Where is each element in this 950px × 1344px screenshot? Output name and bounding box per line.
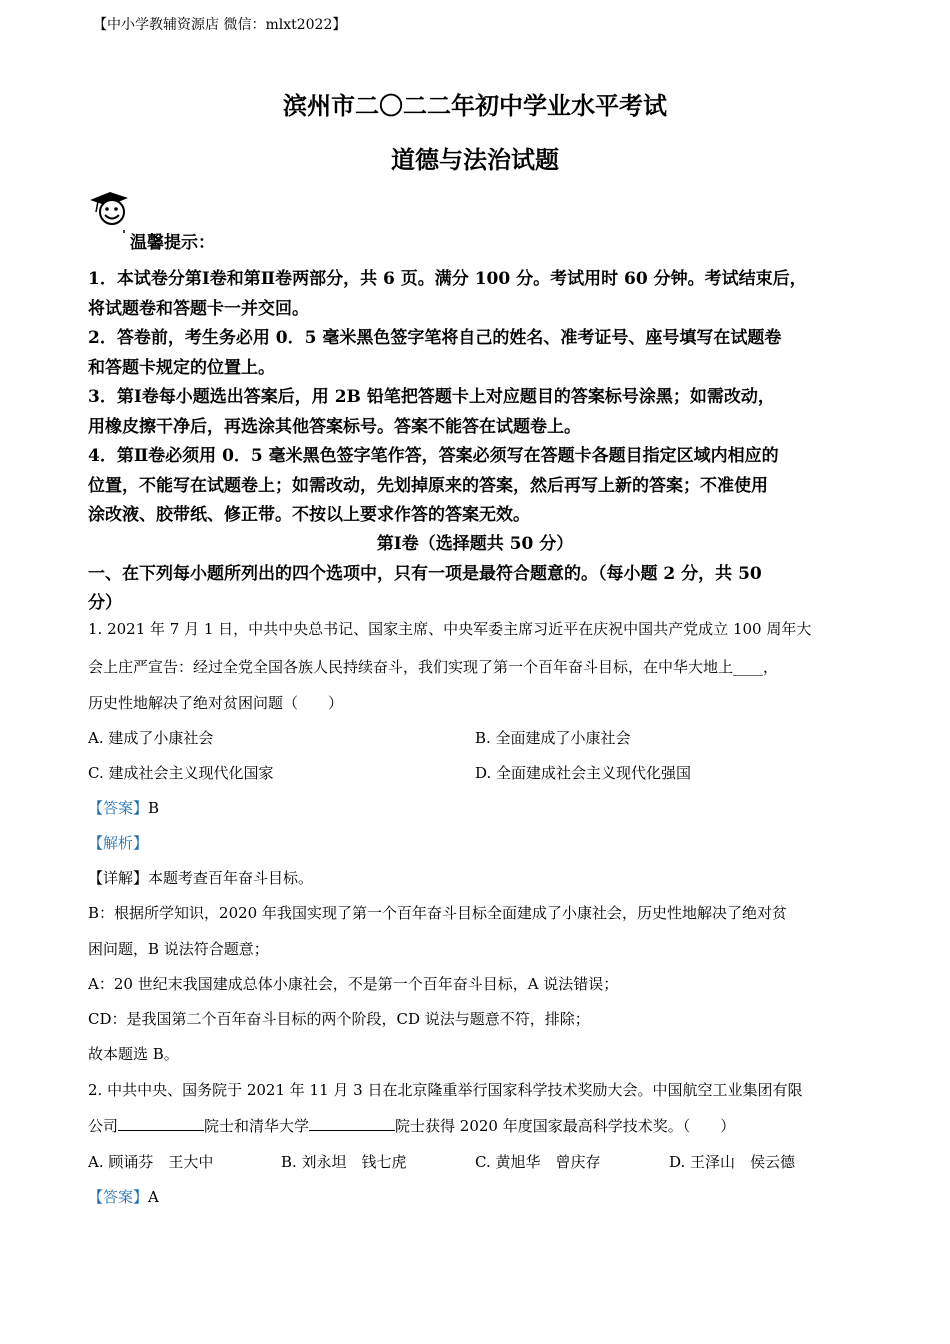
answer-label: 【答案】: [88, 799, 149, 817]
q1-option-b: B. 全面建成了小康社会: [475, 729, 631, 747]
q2-stem-part: 院士和清华大学: [204, 1117, 310, 1135]
smiley-graduate-icon: [88, 186, 136, 234]
tip-line: 4．第Ⅱ卷必须用 0．5 毫米黑色签字笔作答，答案必须写在答题卡各题目指定区域内相应的: [88, 446, 779, 466]
answer-label: 【答案】: [88, 1188, 149, 1206]
q1-stem: 历史性地解决了绝对贫困问题（ ）: [88, 694, 344, 712]
tip-line: 和答题卡规定的位置上。: [88, 358, 275, 378]
q2-stem-part: 院士获得 2020 年度国家最高科学技术奖。（ ）: [395, 1117, 736, 1135]
tip-line: 用橡皮擦干净后，再选涂其他答案标号。答案不能答在试题卷上。: [88, 417, 581, 437]
detail-label: 【详解】: [88, 869, 149, 887]
tip-line: 1．本试卷分第Ⅰ卷和第Ⅱ卷两部分，共 6 页。满分 100 分。考试用时 60 分钟。考试结束后，: [88, 269, 807, 289]
q1-explain: 困问题，B 说法符合题意；: [88, 940, 269, 958]
q1-explain: 故本题选 B。: [88, 1045, 179, 1063]
q1-stem: 会上庄严宣告：经过全党全国各族人民持续奋斗，我们实现了第一个百年奋斗目标，在中华大地上____，: [88, 658, 779, 676]
answer-value: A: [148, 1188, 159, 1206]
q1-answer: [88, 797, 159, 818]
detail-text: 本题考查百年奋斗目标。: [148, 869, 314, 887]
q2-answer: [88, 1186, 159, 1207]
tip-line: 涂改液、胶带纸、修正带。不按以上要求作答的答案无效。: [88, 505, 530, 525]
part-title-cont: 分）: [88, 593, 122, 613]
q1-detail: [88, 867, 313, 888]
tip-line: 位置，不能写在试题卷上；如需改动，先划掉原来的答案，然后再写上新的答案；不准使用: [88, 476, 768, 496]
tip-line: 3．第Ⅰ卷每小题选出答案后，用 2B 铅笔把答题卡上对应题目的答案标号涂黑；如需改动，: [88, 387, 775, 407]
tips-title: 温馨提示：: [130, 233, 215, 253]
q2-option-b: B. 刘永坦 钱七虎: [281, 1153, 407, 1171]
answer-blank: [118, 1116, 204, 1131]
q2-option-a: A. 顾诵芬 王大中: [88, 1153, 214, 1171]
answer-blank: [309, 1116, 395, 1131]
header-note: 【中小学教辅资源店 微信：mlxt2022】: [93, 17, 347, 33]
part-title: 一、在下列每小题所列出的四个选项中，只有一项是最符合题意的。（每小题 2 分，共 50: [88, 564, 762, 584]
q2-stem: 2. 中共中央、国务院于 2021 年 11 月 3 日在北京隆重举行国家科学技术奖励大会。中国航空工业集团有限: [88, 1081, 803, 1099]
exam-subtitle: 道德与法治试题: [391, 145, 559, 174]
q1-explain: CD：是我国第二个百年奋斗目标的两个阶段，CD 说法与题意不符，排除；: [88, 1010, 590, 1028]
q1-explain: A：20 世纪末我国建成总体小康社会，不是第一个百年奋斗目标，A 说法错误；: [88, 975, 619, 993]
q1-option-a: A. 建成了小康社会: [88, 729, 214, 747]
tip-line: 将试题卷和答题卡一并交回。: [88, 299, 309, 319]
exam-title: 滨州市二〇二二年初中学业水平考试: [283, 91, 667, 120]
q1-option-c: C. 建成社会主义现代化国家: [88, 764, 274, 782]
q1-stem: 1. 2021 年 7 月 1 日，中共中央总书记、国家主席、中央军委主席习近平在庆祝中国共产党成立 100 周年大: [88, 620, 812, 638]
q1-option-d: D. 全面建成社会主义现代化强国: [475, 764, 692, 782]
q2-stem: [88, 1115, 735, 1136]
q1-analysis-label: 【解析】: [88, 834, 149, 852]
q2-option-c: C. 黄旭华 曾庆存: [475, 1153, 601, 1171]
answer-value: B: [148, 799, 160, 817]
tip-line: 2．答卷前，考生务必用 0．5 毫米黑色签字笔将自己的姓名、准考证号、座号填写在试题卷: [88, 328, 782, 348]
section-title: 第Ⅰ卷（选择题共 50 分）: [376, 534, 574, 554]
q1-explain: B：根据所学知识，2020 年我国实现了第一个百年奋斗目标全面建成了小康社会，历史性地解决了绝对贫: [88, 904, 787, 922]
q2-option-d: D. 王泽山 侯云德: [669, 1153, 796, 1171]
q2-stem-part: 公司: [88, 1117, 119, 1135]
